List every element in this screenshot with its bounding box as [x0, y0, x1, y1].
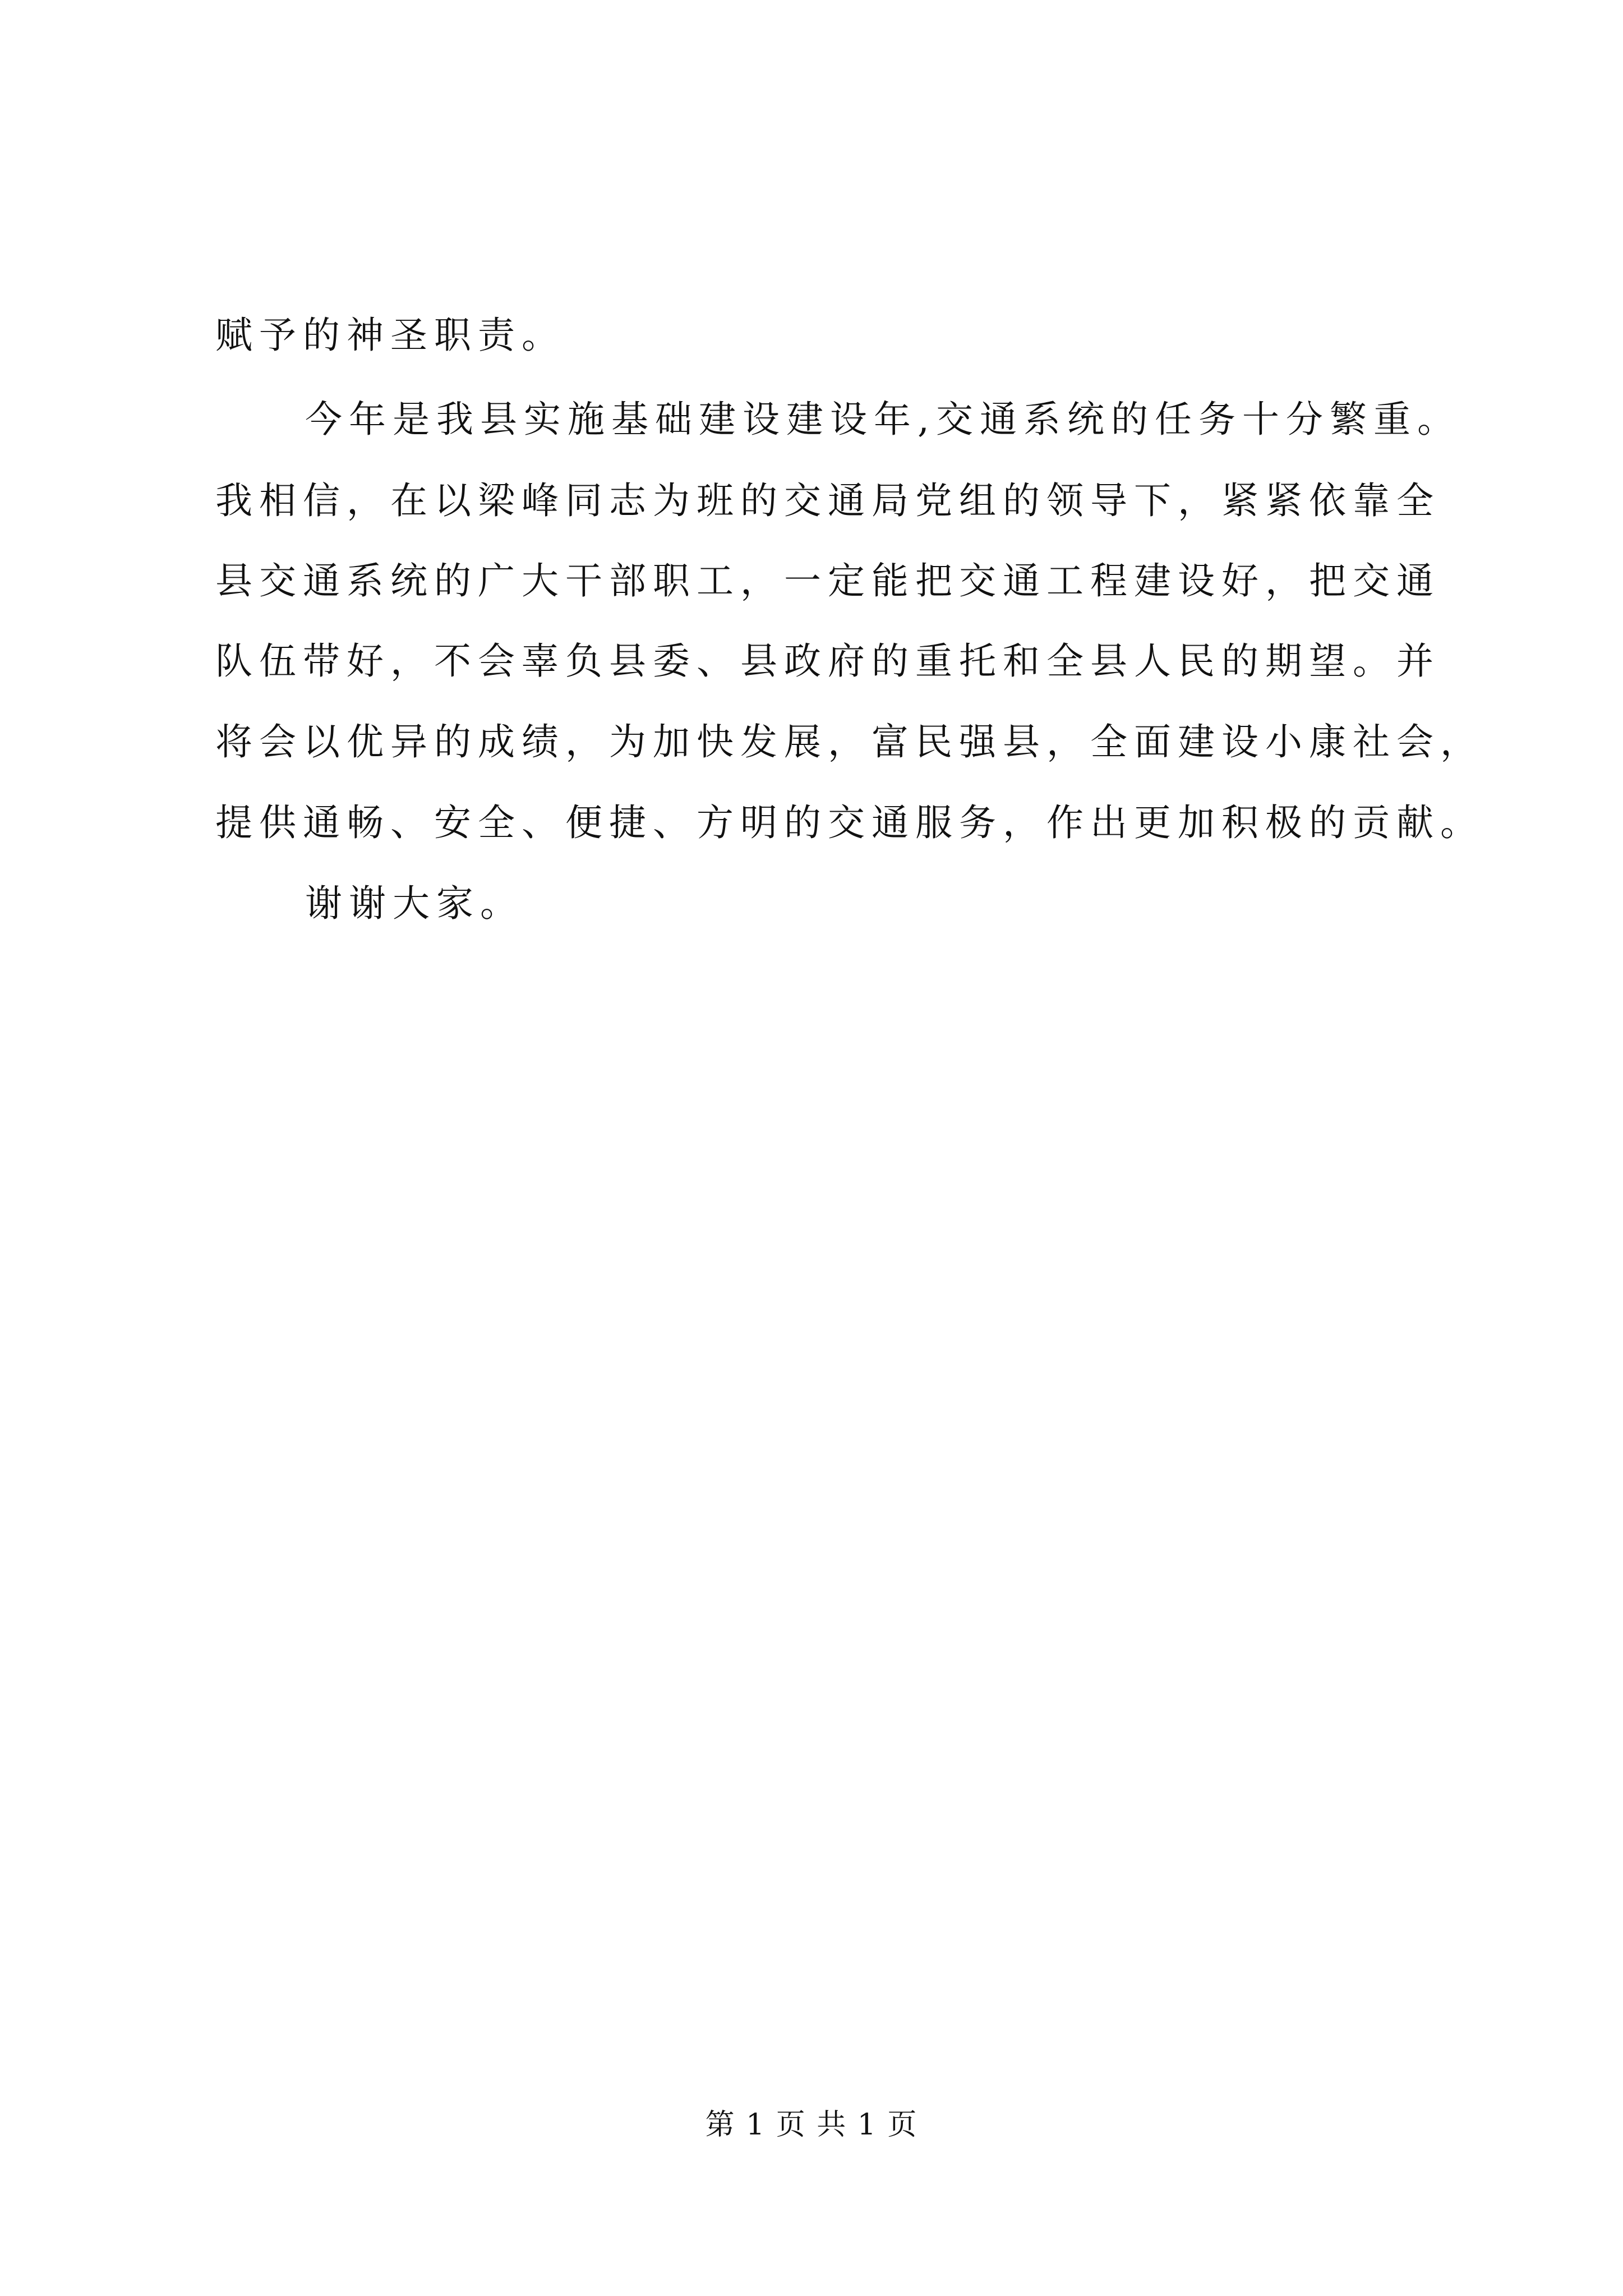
text-line: 我相信，在以梁峰同志为班的交通局党组的领导下，紧紧依靠全	[215, 479, 1440, 522]
text-line: 县交通系统的广大干部职工，一定能把交通工程建设好，把交通	[215, 559, 1440, 602]
text-line: 提供通畅、安全、便捷、方明的交通服务，作出更加积极的贡献。	[215, 801, 1484, 844]
paragraph-first-line: 今年是我县实施基础建设建设年,交通系统的任务十分繁重。	[305, 398, 1461, 441]
text-line: 将会以优异的成绩，为加快发展，富民强县，全面建设小康社会，	[215, 720, 1484, 763]
page-footer: 第 1 页 共 1 页	[705, 2108, 918, 2142]
closing-line: 谢谢大家。	[305, 882, 524, 925]
text-line: 队伍带好，不会辜负县委、县政府的重托和全县人民的期望。并	[215, 639, 1440, 683]
text-line: 赋予的神圣职责。	[215, 314, 565, 357]
